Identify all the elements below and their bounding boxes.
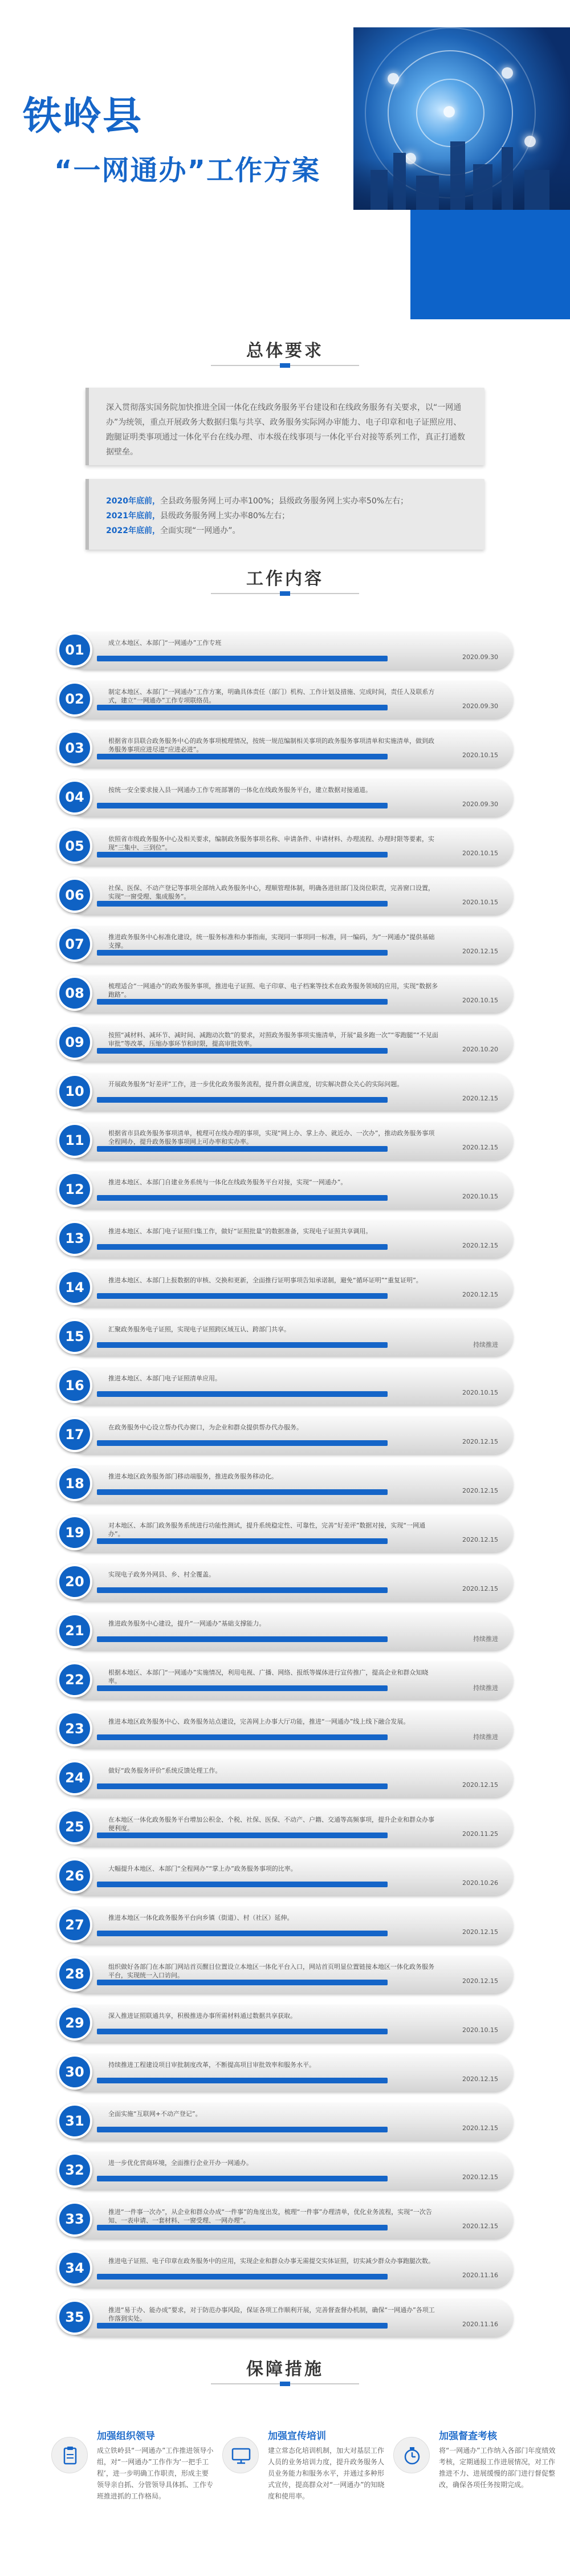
work-item-text: 对本地区、本部门政务服务系统进行功能性测试，提升系统稳定性、可靠性，完善“好差评”数据对接，实现“一网通办”。 bbox=[108, 1522, 426, 1538]
work-item-progress-bar bbox=[97, 2176, 388, 2181]
work-item-progress-bar bbox=[97, 1440, 388, 1446]
work-item-card bbox=[67, 2250, 513, 2287]
work-item-deadline: 2020.12.15 bbox=[462, 2075, 498, 2083]
work-item-deadline: 2020.09.30 bbox=[462, 653, 498, 661]
work-item-text: 推进本地区、本部门电子证照归集工作，做好“证照批量”的数据准备，实现电子证照共享调用。 bbox=[108, 1228, 372, 1235]
work-item-progress-bar bbox=[97, 1048, 388, 1054]
work-item-number: 26 bbox=[57, 1858, 92, 1894]
work-item-card bbox=[67, 1318, 513, 1356]
work-item-text: 做好“政务服务评价”系统反馈处理工作。 bbox=[108, 1767, 222, 1774]
work-item-text: 根据省市县政务服务事项清单，梳理可在线办理的事项，实现“网上办、掌上办、就近办、一次办”，推动政务服务事项全程网办，提升政务服务事项网上可办率和实办率。 bbox=[108, 1129, 435, 1145]
work-item-text: 推进本地区、本部门上报数据的审核、交换和更新，全面推行证明事项告知承诺制，避免“循环证明”“重复证明”。 bbox=[108, 1277, 422, 1284]
guarantee-title: 加强组织领导 bbox=[97, 2431, 155, 2442]
requirements-goals-box bbox=[85, 479, 484, 550]
work-item-text: 全面实施“互联网+不动产登记”。 bbox=[108, 2110, 202, 2118]
work-item bbox=[57, 2049, 513, 2091]
work-item-number: 08 bbox=[57, 976, 92, 1011]
work-item-progress-bar bbox=[97, 1587, 388, 1593]
work-item-text: 依照省市级政务服务中心及相关要求，编制政务服务事项名称、申请条件、申请材料、办理流程、办理时限等要素，实现“三集中、三到位”。 bbox=[108, 835, 434, 851]
work-item-number: 13 bbox=[57, 1221, 92, 1256]
section-divider bbox=[211, 2383, 359, 2384]
work-item-deadline: 2020.10.15 bbox=[462, 997, 498, 1004]
work-item-number: 07 bbox=[57, 927, 92, 962]
work-item-number: 01 bbox=[57, 632, 92, 668]
guarantee-text: 将“一网通办”工作纳入各部门年度绩效考核，定期通报工作进展情况，对工作推进不力、进展缓慢的部门进行督促整改，确保各项任务按期完成。 bbox=[439, 2447, 556, 2489]
work-item-number: 03 bbox=[57, 730, 92, 766]
clipboard-icon bbox=[51, 2437, 88, 2473]
work-item-text: 实现电子政务外网县、乡、村全覆盖。 bbox=[108, 1571, 215, 1578]
requirements-goals bbox=[106, 494, 465, 538]
work-item-number: 35 bbox=[57, 2299, 92, 2335]
work-item-progress-bar bbox=[97, 1882, 388, 1887]
work-item-text: 进一步优化营商环境，全面推行企业开办一网通办。 bbox=[108, 2159, 253, 2167]
work-item-progress-bar bbox=[97, 1980, 388, 1985]
work-item bbox=[57, 1167, 513, 1209]
work-item-progress-bar bbox=[97, 2274, 388, 2280]
work-item bbox=[57, 725, 513, 767]
work-item-deadline: 2020.12.15 bbox=[462, 1928, 498, 1936]
work-item-number: 23 bbox=[57, 1711, 92, 1746]
work-item-deadline: 2020.12.15 bbox=[462, 2124, 498, 2132]
work-item-progress-bar bbox=[97, 999, 388, 1005]
goal-line: 2022年底前，全面实现“一网通办”。 bbox=[106, 526, 241, 535]
work-item-text: 推进本地区政务服务部门移动端服务，推进政务服务移动化。 bbox=[108, 1473, 278, 1480]
work-item-progress-bar bbox=[97, 1783, 388, 1789]
work-item-progress-bar bbox=[97, 754, 388, 759]
work-item-text: 大幅提升本地区、本部门“全程网办”“掌上办”政务服务事项的比率。 bbox=[108, 1865, 297, 1872]
work-item-card bbox=[67, 2103, 513, 2140]
work-item bbox=[57, 1902, 513, 1944]
work-item-number: 20 bbox=[57, 1564, 92, 1599]
work-item-progress-bar bbox=[97, 1931, 388, 1936]
work-item-text: 制定本地区、本部门“一网通办”工作方案，明确具体责任（部门）机构、工作计划及措施、完成时间，责任人及联系方式，建立“一网通办”工作专项联络员。 bbox=[108, 688, 435, 704]
work-item bbox=[57, 921, 513, 964]
work-item-text: 推进本地区一体化政务服务平台向乡镇（街道）、村（社区）延伸。 bbox=[108, 1914, 294, 1921]
work-item-progress-bar bbox=[97, 705, 388, 710]
guarantee-title: 加强督查考核 bbox=[439, 2431, 497, 2442]
work-item-deadline: 2020.12.15 bbox=[462, 1242, 498, 1249]
goal-line: 2021年底前，县级政务服务网上实办率80%左右； bbox=[106, 511, 290, 521]
work-item-card bbox=[67, 1612, 513, 1650]
work-item-number: 29 bbox=[57, 2005, 92, 2041]
work-item-card bbox=[67, 1563, 513, 1601]
work-item-text: 推进本地区政务服务中心、政务服务站点建设，完善网上办事大厅功能，推进“一网通办”线上线下融合发展。 bbox=[108, 1718, 410, 1725]
work-item-number: 10 bbox=[57, 1074, 92, 1109]
guarantee-text: 成立铁岭县“一网通办”工作推进领导小组，对“一网通办”工作作为‘一把手工程’，进一步明确工作职责，形成主要领导亲自抓、分管领导具体抓、工作专班推进抓的工作格局。 bbox=[97, 2447, 214, 2500]
work-item-deadline: 2020.12.15 bbox=[462, 1977, 498, 1985]
work-item bbox=[57, 1461, 513, 1503]
work-item bbox=[57, 2245, 513, 2287]
section-title-guarantee: 保障措施 bbox=[246, 2359, 324, 2379]
work-item-deadline: 2020.11.16 bbox=[462, 2272, 498, 2279]
work-item bbox=[57, 2000, 513, 2042]
requirements-intro-text: 深入贯彻落实国务院加快推进全国一体化在线政务服务平台建设和在线政务服务有关要求，以“一网通办”为统领，重点开展政务大数据归集与共享、政务服务实际网办审能力、电子印章和电子证照应用、跑腿证明类事项通过一体化平台在线办理、市本级在线事项与一体化平台对接等系列工作，真正打通数据壁垒。 bbox=[106, 403, 465, 457]
work-item-progress-bar bbox=[97, 1734, 388, 1740]
work-item-deadline: 持续推进 bbox=[473, 1684, 498, 1692]
work-item-text: 持续推进工程建设项目审批制度改革，不断提高项目审批效率和服务水平。 bbox=[108, 2061, 315, 2069]
work-item-text: 根据省市县联合政务服务中心的政务事项梳理情况，按统一规范编制相关事项的政务服务事项清单和实施清单，做到政务服务事项应进尽进“应进必进”。 bbox=[108, 737, 434, 753]
work-item bbox=[57, 1608, 513, 1650]
work-item bbox=[57, 1706, 513, 1748]
work-item-text: 推进政务服务中心建设，提升“一网通办”基础支撑能力。 bbox=[108, 1620, 266, 1627]
work-item-text: 按照“减材料、减环节、减时间、减跑动次数”的要求，对照政务服务事项实施清单，开展“最多跑一次”“零跑腿”“不见面审批”等改革，压缩办事环节和时限，提高审批效率。 bbox=[108, 1031, 438, 1047]
work-item-card bbox=[67, 632, 513, 669]
work-item-text: 成立本地区、本部门“一网通办”工作专班 bbox=[108, 639, 222, 647]
work-item bbox=[57, 1412, 513, 1454]
work-item-card bbox=[67, 779, 513, 816]
work-item-progress-bar bbox=[97, 1097, 388, 1103]
work-item-deadline: 2020.10.15 bbox=[462, 850, 498, 857]
work-item bbox=[57, 872, 513, 915]
work-item-card bbox=[67, 1907, 513, 1944]
work-item-deadline: 持续推进 bbox=[473, 1635, 498, 1643]
work-item-number: 16 bbox=[57, 1368, 92, 1403]
work-item-card bbox=[67, 1760, 513, 1797]
work-item bbox=[57, 1265, 513, 1307]
work-item-text: 推进电子证照、电子印章在政务服务中的应用，实现企业和群众办事无需提交实体证照，切实减少群众办事跑腿次数。 bbox=[108, 2257, 434, 2265]
work-item-progress-bar bbox=[97, 1146, 388, 1152]
work-item-number: 09 bbox=[57, 1025, 92, 1060]
header-blue-block bbox=[410, 210, 570, 319]
work-item-progress-bar bbox=[97, 1538, 388, 1544]
work-item-progress-bar bbox=[97, 1685, 388, 1691]
work-item-text: 根据本地区、本部门“一网通办”实施情况，利用电视、广播、网络、报纸等媒体进行宣传推广，提高企业和群众知晓率。 bbox=[108, 1669, 429, 1685]
work-item-number: 24 bbox=[57, 1760, 92, 1795]
work-item-text: 汇聚政务服务电子证照，实现电子证照跨区域互认、跨部门共享。 bbox=[108, 1326, 290, 1333]
work-item-deadline: 2020.09.30 bbox=[462, 702, 498, 710]
work-item-text: 推进政务服务中心标准化建设，统一服务标准和办事指南，实现同一事项同一标准，同一编码，为“一网通办”提供基础支撑。 bbox=[108, 933, 435, 949]
guarantee-text: 建立常态化培训机制，加大对基层工作人员的业务培训力度，提升政务服务人员业务能力和服务水平，并通过多种形式宣传，提高群众对“一网通办”的知晓度和使用率。 bbox=[268, 2447, 385, 2500]
work-item-deadline: 2020.10.15 bbox=[462, 899, 498, 906]
goal-line: 2020年底前，全县政务服务网上可办率100%；县级政务服务网上实办率50%左右； bbox=[106, 497, 409, 506]
work-item-number: 11 bbox=[57, 1123, 92, 1158]
work-item-number: 30 bbox=[57, 2054, 92, 2090]
work-item-deadline: 2020.10.15 bbox=[462, 1193, 498, 1200]
work-item bbox=[57, 1068, 513, 1111]
work-item-number: 05 bbox=[57, 828, 92, 864]
work-item-deadline: 2020.10.26 bbox=[462, 1879, 498, 1887]
work-item bbox=[57, 676, 513, 718]
work-item bbox=[57, 1559, 513, 1601]
header-banner bbox=[0, 0, 570, 319]
work-item-card bbox=[67, 1710, 513, 1748]
work-item bbox=[57, 2196, 513, 2238]
work-item-number: 02 bbox=[57, 681, 92, 717]
work-item-card bbox=[67, 2054, 513, 2091]
work-item bbox=[57, 1019, 513, 1062]
work-item-text: 深入推进证照联通共享，积极推进办事所需材料通过数据共享获取。 bbox=[108, 2012, 296, 2020]
work-item-progress-bar bbox=[97, 1833, 388, 1838]
work-item-deadline: 2020.12.15 bbox=[462, 2222, 498, 2230]
work-item-number: 31 bbox=[57, 2103, 92, 2139]
work-item bbox=[57, 774, 513, 816]
work-item-progress-bar bbox=[97, 1342, 388, 1348]
guarantee-organization bbox=[51, 2423, 222, 2576]
work-item-text: 在本地区一体化政务服务平台增加公积金、个税、社保、医保、不动产、户籍、交通等高频事项，提升企业和群众办事便利度。 bbox=[108, 1816, 434, 1832]
work-item-deadline: 2020.09.30 bbox=[462, 801, 498, 808]
work-item bbox=[57, 1314, 513, 1356]
stopwatch-icon bbox=[393, 2437, 430, 2473]
work-item-number: 06 bbox=[57, 877, 92, 913]
guarantee-training bbox=[222, 2423, 393, 2576]
work-item-deadline: 2020.11.25 bbox=[462, 1830, 498, 1838]
work-item-number: 15 bbox=[57, 1319, 92, 1354]
work-item bbox=[57, 1216, 513, 1258]
work-item-number: 14 bbox=[57, 1270, 92, 1305]
monitor-icon bbox=[222, 2437, 259, 2473]
work-item-number: 21 bbox=[57, 1613, 92, 1648]
work-item bbox=[57, 627, 513, 669]
work-item-deadline: 2020.12.15 bbox=[462, 1095, 498, 1102]
header-topbar bbox=[0, 0, 570, 27]
work-item-number: 28 bbox=[57, 1956, 92, 1992]
work-item-text: 社保、医保、不动产登记等事项全部纳入政务服务中心，理顺管理体制，明确各进驻部门及岗位职责，完善窗口设置，实现“一窗受理、集成服务”。 bbox=[108, 884, 434, 900]
work-item-number: 32 bbox=[57, 2152, 92, 2188]
work-item-deadline: 2020.12.15 bbox=[462, 1438, 498, 1445]
work-item-progress-bar bbox=[97, 852, 388, 858]
page-title: 铁岭县 bbox=[23, 94, 143, 139]
header-network-image bbox=[353, 27, 570, 210]
work-item-deadline: 2020.11.16 bbox=[462, 2321, 498, 2328]
work-item-text: 推进本地区、本部门自建业务系统与一体化在线政务服务平台对接，实现“一网通办”。 bbox=[108, 1179, 347, 1186]
work-item-number: 34 bbox=[57, 2250, 92, 2286]
work-item-text: 在政务服务中心设立帮办代办窗口，为企业和群众提供帮办代办服务。 bbox=[108, 1424, 303, 1431]
work-item-number: 17 bbox=[57, 1417, 92, 1452]
page-subtitle: “一网通办”工作方案 bbox=[54, 155, 321, 186]
work-item-deadline: 2020.12.15 bbox=[462, 1487, 498, 1494]
work-item bbox=[57, 2294, 513, 2337]
work-item-text: 推进“一件事一次办”，从企业和群众办成“一件事”的角度出发，梳理“一件事”办理清单，优化业务流程，实现“一次告知、一表申请、一套材料、一窗受理、一网办理”。 bbox=[108, 2208, 432, 2224]
work-item-progress-bar bbox=[97, 950, 388, 956]
work-item bbox=[57, 1510, 513, 1552]
work-item-card bbox=[67, 1220, 513, 1258]
work-item-progress-bar bbox=[97, 1391, 388, 1397]
work-item-text: 开展政务服务“好差评”工作，进一步优化政务服务流程，提升群众满意度，切实解决群众关心的实际问题。 bbox=[108, 1080, 404, 1088]
work-item-card bbox=[67, 1465, 513, 1503]
work-item bbox=[57, 2098, 513, 2140]
work-item bbox=[57, 1951, 513, 1993]
work-item-number: 19 bbox=[57, 1515, 92, 1550]
work-item-deadline: 2020.10.15 bbox=[462, 2026, 498, 2034]
work-item-text: 组织做好各部门在本部门网站首页醒目位置设立本地区一体化平台入口，网站首页明显位置链接本地区一体化政务服务平台，实现统一入口访问。 bbox=[108, 1963, 434, 1979]
work-item-deadline: 2020.10.15 bbox=[462, 751, 498, 759]
work-item bbox=[57, 1363, 513, 1405]
work-item-card bbox=[67, 1269, 513, 1307]
guarantee-title: 加强宣传培训 bbox=[268, 2431, 326, 2442]
work-item-number: 18 bbox=[57, 1466, 92, 1501]
work-item-text: 推进本地区、本部门电子证照清单应用。 bbox=[108, 1375, 221, 1382]
work-item bbox=[57, 1804, 513, 1846]
work-item-card bbox=[67, 1367, 513, 1405]
work-item-progress-bar bbox=[97, 803, 388, 808]
work-item-text: 按统一安全要求接入县一网通办工作专班部署的一体化在线政务服务平台，建立数据对接通道。 bbox=[108, 786, 372, 794]
work-item-number: 25 bbox=[57, 1809, 92, 1844]
work-item-deadline: 2020.12.15 bbox=[462, 1781, 498, 1789]
section-divider bbox=[211, 593, 359, 594]
work-item-text: 推进“易于办、能办成”要求，对于防范办事风险，保证各项工作顺利开展，完善督查督办机制，确保“一网通办”各项工作落到实处。 bbox=[108, 2306, 435, 2322]
section-divider bbox=[211, 365, 359, 366]
work-item bbox=[57, 2147, 513, 2189]
work-item-deadline: 2020.12.15 bbox=[462, 1291, 498, 1298]
work-item-card bbox=[67, 1073, 513, 1111]
work-item bbox=[57, 1118, 513, 1160]
work-item-progress-bar bbox=[97, 2225, 388, 2230]
work-item-progress-bar bbox=[97, 1244, 388, 1250]
work-item-progress-bar bbox=[97, 1636, 388, 1642]
work-item-deadline: 2020.12.15 bbox=[462, 2173, 498, 2181]
work-item-card bbox=[67, 1171, 513, 1209]
work-item-deadline: 2020.12.15 bbox=[462, 948, 498, 955]
work-item-number: 33 bbox=[57, 2201, 92, 2237]
work-item-deadline: 2020.10.20 bbox=[462, 1046, 498, 1053]
work-item-number: 04 bbox=[57, 779, 92, 815]
work-item-card bbox=[67, 1416, 513, 1454]
work-item bbox=[57, 1657, 513, 1699]
work-item bbox=[57, 1755, 513, 1797]
work-item-progress-bar bbox=[97, 2029, 388, 2034]
work-item-progress-bar bbox=[97, 656, 388, 661]
work-item-card bbox=[67, 1858, 513, 1895]
work-item-number: 27 bbox=[57, 1907, 92, 1943]
guarantee-supervision bbox=[393, 2423, 564, 2576]
work-item-progress-bar bbox=[97, 901, 388, 907]
work-item-progress-bar bbox=[97, 2127, 388, 2132]
work-item-number: 12 bbox=[57, 1172, 92, 1207]
work-item bbox=[57, 970, 513, 1013]
work-item-deadline: 2020.10.15 bbox=[462, 1389, 498, 1396]
work-item-card bbox=[67, 2152, 513, 2189]
work-item-deadline: 持续推进 bbox=[473, 1733, 498, 1741]
work-item bbox=[57, 823, 513, 866]
work-item-deadline: 2020.12.15 bbox=[462, 1585, 498, 1592]
work-item-progress-bar bbox=[97, 1293, 388, 1299]
section-title-requirements: 总体要求 bbox=[246, 341, 324, 361]
work-item-number: 22 bbox=[57, 1662, 92, 1697]
work-item bbox=[57, 1853, 513, 1895]
work-item-text: 梳理适合“一网通办”的政务服务事项，推进电子证照、电子印章、电子档案等技术在政务服务领域的应用，实现“数据多跑路”。 bbox=[108, 982, 438, 998]
requirements-intro-box bbox=[85, 388, 484, 465]
work-item-progress-bar bbox=[97, 2323, 388, 2329]
work-item-deadline: 持续推进 bbox=[473, 1341, 498, 1348]
work-item-deadline: 2020.12.15 bbox=[462, 1536, 498, 1543]
work-item-card bbox=[67, 2005, 513, 2042]
work-item-progress-bar bbox=[97, 1489, 388, 1495]
work-item-deadline: 2020.12.15 bbox=[462, 1144, 498, 1151]
work-item-progress-bar bbox=[97, 1195, 388, 1201]
work-item-progress-bar bbox=[97, 2078, 388, 2083]
section-title-work: 工作内容 bbox=[246, 569, 324, 589]
